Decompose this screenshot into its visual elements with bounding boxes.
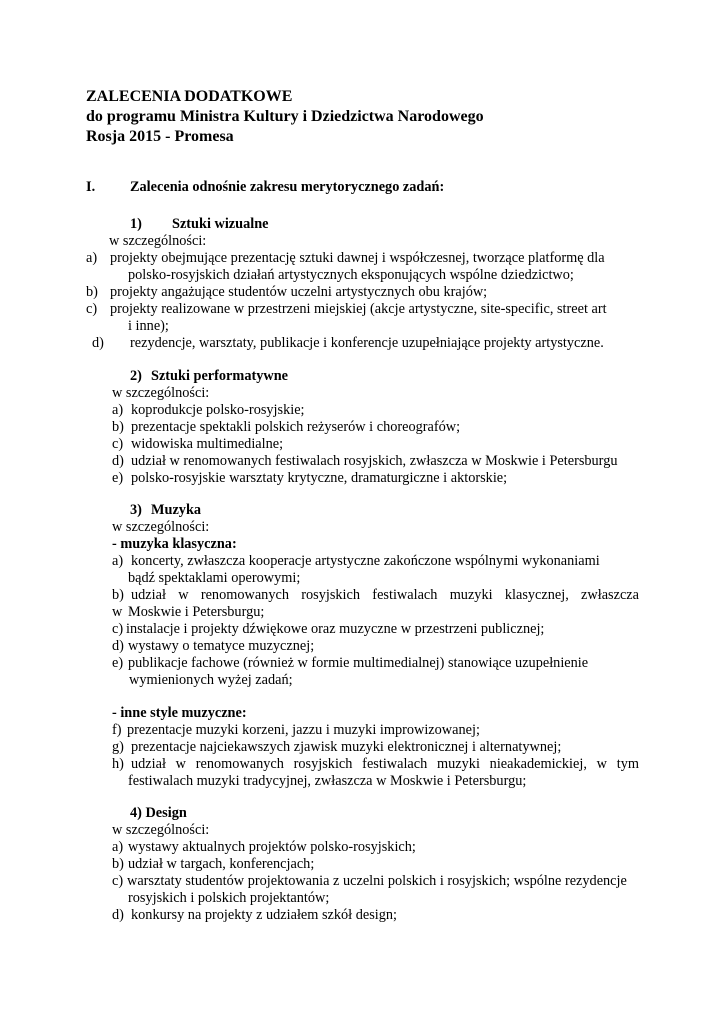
s4-item-text: udział w targach, konferencjach; [128,856,315,872]
s1-item-label: d) [92,335,104,351]
s4-item-label: d) [112,907,124,923]
s3-item-text-cont: bądź spektaklami operowymi; [128,570,301,586]
s2-item-text: koprodukcje polsko-rosyjskie; [131,402,305,418]
s3-item-text: koncerty, zwłaszcza kooperacje artystyczne zakończone wspólnymi wykonaniami [131,553,600,569]
s4-item-label: a) [112,839,124,855]
s3-item-text-cont: festiwalach muzyki tradycyjnej, zwłaszcza w Moskwie i Petersburgu; [128,773,527,789]
s3-item-label: f) [112,722,122,738]
s2-intro: w szczególności: [112,385,210,401]
s1-item-text: projekty obejmujące prezentację sztuki dawnej i współczesnej, tworzące platformę dla [110,250,605,266]
s1-item-text-cont: i inne); [128,318,169,334]
section-number: I. [86,179,96,195]
s2-item-label: e) [112,470,124,486]
s2-item-label: a) [112,402,124,418]
s3-item-text: udział w renomowanych rosyjskich festiwalach muzyki klasycznej, zwłaszcza [131,587,639,603]
s1-number: 1) [130,216,142,232]
s3-item-text: wystawy o tematyce muzycznej; [128,638,315,654]
s3-classical-heading: - muzyka klasyczna: [112,536,237,552]
s3-intro: w szczególności: [112,519,210,535]
s2-title: Sztuki performatywne [151,368,288,384]
s2-item-text: widowiska multimedialne; [131,436,284,452]
s1-item-text-cont: polsko-rosyjskich działań artystycznych eksponujących wspólne dziedzictwo; [128,267,574,283]
s4-item-label: b) [112,856,124,872]
doc-title-line-3: Rosja 2015 - Promesa [86,128,234,145]
s4-item-label: c) [112,873,124,889]
s3-item-text: prezentacje muzyki korzeni, jazzu i muzyki improwizowanej; [127,722,480,738]
s3-item-text: udział w renomowanych rosyjskich festiwalach muzyki nieakademickiej, w tym [131,756,639,772]
s2-item-text: polsko-rosyjskie warsztaty krytyczne, dramaturgiczne i aktorskie; [131,470,508,486]
s3-item-label: g) [112,739,124,755]
s3-item-label: h) [112,756,124,772]
s3-item-text: instalacje i projekty dźwiękowe oraz muzyczne w przestrzeni publicznej; [126,621,545,637]
s4-item-text: warsztaty studentów projektowania z uczelni polskich i rosyjskich; wspólne rezydencje [127,873,627,889]
doc-title-line-2: do programu Ministra Kultury i Dziedzictwa Narodowego [86,108,484,125]
s2-item-text: prezentacje spektakli polskich reżyserów i choreografów; [131,419,461,435]
s3-item-label: d) [112,638,124,654]
s3-item-label: b) [112,587,124,603]
s3-number: 3) [130,502,142,518]
s4-intro: w szczególności: [112,822,210,838]
s3-title: Muzyka [151,502,202,518]
s3-item-prefix: w [112,604,123,620]
s4-item-text: wystawy aktualnych projektów polsko-rosyjskich; [128,839,416,855]
s3-item-text: publikacje fachowe (również w formie multimedialnej) stanowiące uzupełnienie [128,655,589,671]
s4-item-text-cont: rosyjskich i polskich projektantów; [128,890,330,906]
s3-item-label: c) [112,621,124,637]
s2-item-label: b) [112,419,124,435]
section-title: Zalecenia odnośnie zakresu merytorycznego zadań: [130,179,445,195]
s3-item-text-cont: Moskwie i Petersburgu; [128,604,265,620]
s1-intro: w szczególności: [109,233,207,249]
s4-title: 4) Design [130,805,187,821]
s1-item-label: a) [86,250,98,266]
s2-item-label: d) [112,453,124,469]
s3-item-text-cont: wymienionych wyżej zadań; [129,672,293,688]
s4-item-text: konkursy na projekty z udziałem szkół design; [131,907,398,923]
s3-item-label: a) [112,553,124,569]
doc-title-line-1: ZALECENIA DODATKOWE [86,88,293,105]
s1-item-label: b) [86,284,98,300]
s2-item-text: udział w renomowanych festiwalach rosyjskich, zwłaszcza w Moskwie i Petersburgu [131,453,618,469]
s1-item-label: c) [86,301,98,317]
s1-item-text: projekty realizowane w przestrzeni miejskiej (akcje artystyczne, site-specific, street art [110,301,607,317]
s2-item-label: c) [112,436,124,452]
s1-title: Sztuki wizualne [172,216,269,232]
s2-number: 2) [130,368,142,384]
s3-other-heading: - inne style muzyczne: [112,705,247,721]
s1-item-text: projekty angażujące studentów uczelni artystycznych obu krajów; [110,284,488,300]
s1-item-text: rezydencje, warsztaty, publikacje i konferencje uzupełniające projekty artystyczne. [130,335,604,351]
s3-item-label: e) [112,655,124,671]
s3-item-text: prezentacje najciekawszych zjawisk muzyki elektronicznej i alternatywnej; [131,739,562,755]
